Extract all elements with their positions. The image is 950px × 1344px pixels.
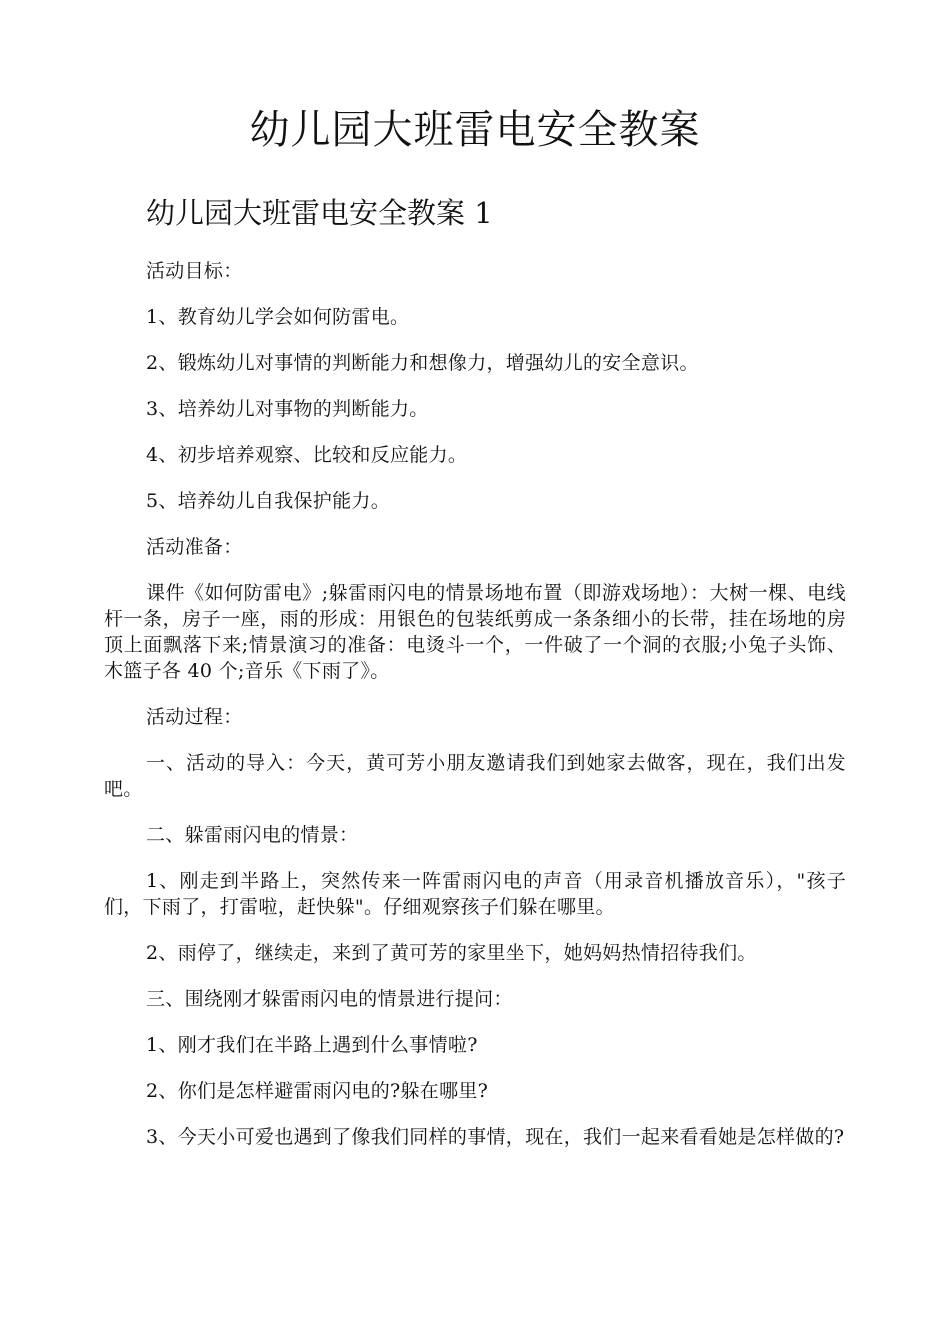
paragraph-goal-1: 1、教育幼儿学会如何防雷电。 — [146, 306, 410, 328]
paragraph-question-3: 3、今天小可爱也遇到了像我们同样的事情，现在，我们一起来看看她是怎样做的? — [146, 1126, 845, 1148]
document-body — [104, 258, 846, 1170]
paragraph-scene-2: 2、雨停了，继续走，来到了黄可芳的家里坐下，她妈妈热情招待我们。 — [146, 942, 757, 964]
paragraph-process-heading: 活动过程： — [146, 706, 243, 728]
paragraph-question-2: 2、你们是怎样避雷雨闪电的?躲在哪里? — [146, 1080, 489, 1102]
paragraph-goals-heading: 活动目标： — [146, 260, 243, 282]
paragraph-goal-3: 3、培养幼儿对事物的判断能力。 — [146, 398, 429, 420]
paragraph-scene-1: 1、刚走到半路上，突然传来一阵雷雨闪电的声音（用录音机播放音乐），"孩子们，下雨了，打雷啦，赶快躲"。仔细观察孩子们躲在哪里。 — [104, 870, 846, 918]
paragraph-prep-heading: 活动准备： — [146, 536, 243, 558]
document-title: 幼儿园大班雷电安全教案 — [249, 107, 701, 153]
paragraph-step-questions: 三、围绕刚才躲雷雨闪电的情景进行提问： — [146, 988, 513, 1010]
paragraph-step-intro: 一、活动的导入：今天，黄可芳小朋友邀请我们到她家去做客，现在，我们出发吧。 — [104, 752, 846, 800]
paragraph-question-1: 1、刚才我们在半路上遇到什么事情啦? — [146, 1034, 478, 1056]
paragraph-goal-5: 5、培养幼儿自我保护能力。 — [146, 490, 390, 512]
paragraph-goal-2: 2、锻炼幼儿对事情的判断能力和想像力，增强幼儿的安全意识。 — [146, 352, 699, 374]
paragraph-prep-content: 课件《如何防雷电》;躲雷雨闪电的情景场地布置（即游戏场地）：大树一棵、电线杆一条，房子一座，雨的形成：用银色的包装纸剪成一条条细小的长带，挂在场地的房顶上面飘落下来;情景演习的准备：电烫斗一个，一件破了一个洞的衣服;小兔子头饰、木篮子各 40 个;音乐《下雨了》。 — [104, 582, 846, 682]
section-title: 幼儿园大班雷电安全教案 1 — [146, 196, 493, 230]
paragraph-step-scene: 二、躲雷雨闪电的情景： — [146, 824, 359, 846]
paragraph-goal-4: 4、初步培养观察、比较和反应能力。 — [146, 444, 468, 466]
